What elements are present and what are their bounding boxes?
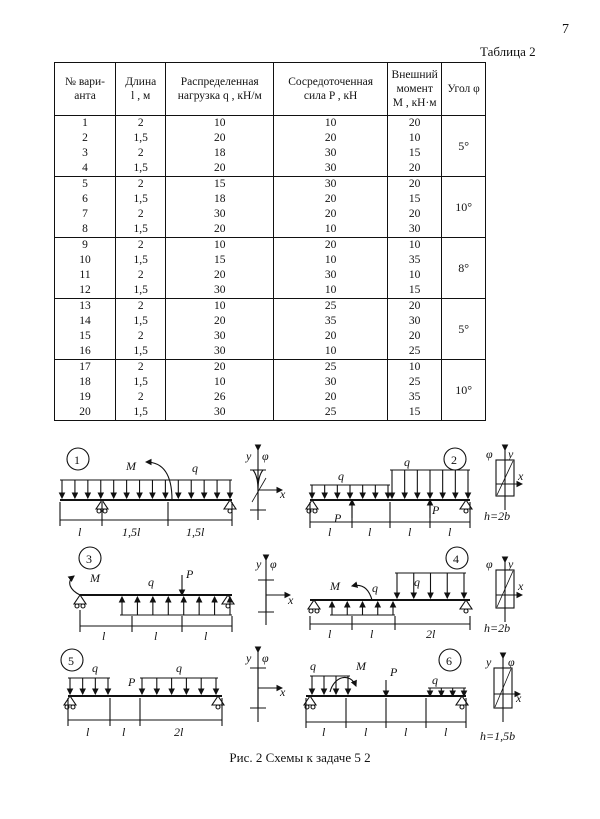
table-cell: 25 — [388, 375, 442, 390]
table-cell: 20 — [55, 405, 116, 421]
table-cell: 20 — [388, 329, 442, 344]
label-h2b: h=2b — [484, 509, 511, 523]
label-x: x — [516, 691, 522, 705]
table-cell: 10 — [166, 375, 274, 390]
table-cell: 1,5 — [116, 131, 166, 146]
table-cell: 30 — [274, 146, 388, 161]
dim-l: l — [444, 725, 448, 739]
header-distributed-load: Распределенная нагрузка q , кН/м — [166, 63, 274, 116]
table-cell: 2 — [116, 268, 166, 283]
table-cell: 12 — [55, 283, 116, 299]
scheme-number: 2 — [451, 453, 457, 467]
dim-l: l — [154, 629, 158, 643]
label-h15b: h=1,5b — [480, 729, 516, 743]
table-cell: 1,5 — [116, 375, 166, 390]
table-cell: 6 — [55, 192, 116, 207]
header-moment: Внешний момент M , кН·м — [388, 63, 442, 116]
table-row — [55, 253, 486, 268]
header-length: Длина l , м — [116, 63, 166, 116]
dim-1-5l: 1,5l — [186, 525, 205, 539]
table-row — [55, 283, 486, 299]
dim-l: l — [122, 725, 126, 739]
table-cell: 10 — [388, 238, 442, 254]
label-y: y — [246, 449, 252, 463]
label-phi: φ — [262, 449, 269, 463]
table-row — [55, 314, 486, 329]
table-cell: 1 — [55, 116, 116, 132]
table-cell: 30 — [274, 177, 388, 193]
label-M: M — [330, 579, 340, 593]
table-cell: 10 — [274, 116, 388, 132]
table-cell: 10 — [274, 283, 388, 299]
schemes-figure — [0, 440, 600, 760]
table-cell: 10 — [274, 222, 388, 238]
table-cell: 1,5 — [116, 222, 166, 238]
label-x: x — [518, 579, 524, 593]
table-cell: 20 — [274, 192, 388, 207]
table-row — [55, 161, 486, 177]
label-q: q — [92, 661, 98, 675]
label-q: q — [372, 581, 378, 595]
table-cell: 20 — [274, 390, 388, 405]
table-cell: 2 — [116, 329, 166, 344]
table-cell: 20 — [274, 207, 388, 222]
scheme-number: 6 — [446, 654, 452, 668]
header-angle: Угол φ — [442, 63, 486, 116]
label-h2b: h=2b — [484, 621, 511, 635]
table-cell: 11 — [55, 268, 116, 283]
table-cell: 4 — [55, 161, 116, 177]
scheme-number: 4 — [453, 552, 459, 566]
dim-l: l — [322, 725, 326, 739]
label-P: P — [334, 511, 342, 525]
table-cell: 20 — [388, 116, 442, 132]
page-number: 7 — [562, 22, 569, 37]
table-cell: 8 — [55, 222, 116, 238]
table-row — [55, 329, 486, 344]
dim-l: l — [328, 627, 332, 641]
label-phi: φ — [262, 651, 269, 665]
table-cell: 15 — [388, 405, 442, 421]
table-cell: 10 — [388, 268, 442, 283]
angle-cell: 10° — [442, 177, 486, 238]
label-q: q — [192, 461, 198, 475]
table-cell: 20 — [274, 329, 388, 344]
label-x: x — [280, 685, 286, 699]
table-row — [55, 405, 486, 421]
table-title: Таблица 2 — [480, 44, 536, 59]
dim-l: l — [364, 725, 368, 739]
table-cell: 5 — [55, 177, 116, 193]
label-q: q — [148, 575, 154, 589]
table-cell: 35 — [388, 390, 442, 405]
table-row — [55, 146, 486, 161]
table-cell: 2 — [55, 131, 116, 146]
table-cell: 30 — [166, 207, 274, 222]
label-phi: φ — [508, 655, 515, 669]
label-y: y — [246, 651, 252, 665]
table-cell: 26 — [166, 390, 274, 405]
scheme-number: 1 — [74, 453, 80, 467]
label-q: q — [404, 455, 410, 469]
table-cell: 15 — [166, 253, 274, 268]
table-cell: 30 — [274, 161, 388, 177]
table-cell: 13 — [55, 299, 116, 315]
label-y: y — [508, 447, 514, 461]
label-x: x — [280, 487, 286, 501]
table-cell: 20 — [166, 161, 274, 177]
table-cell: 20 — [274, 238, 388, 254]
dim-1-5l: 1,5l — [122, 525, 141, 539]
label-q: q — [176, 661, 182, 675]
table-cell: 2 — [116, 299, 166, 315]
scheme-number: 5 — [68, 654, 74, 668]
table-cell: 17 — [55, 360, 116, 376]
dim-l: l — [368, 525, 372, 539]
dim-l: l — [102, 629, 106, 643]
table-row — [55, 360, 486, 376]
table-cell: 20 — [166, 222, 274, 238]
dim-l: l — [328, 525, 332, 539]
table-cell: 2 — [116, 146, 166, 161]
table-cell: 25 — [388, 344, 442, 360]
scheme-number: 3 — [86, 552, 92, 566]
variants-table — [54, 62, 486, 421]
table-cell: 15 — [388, 283, 442, 299]
label-P: P — [432, 503, 440, 517]
table-row — [55, 177, 486, 193]
table-cell: 30 — [166, 329, 274, 344]
table-cell: 2 — [116, 238, 166, 254]
table-cell: 19 — [55, 390, 116, 405]
dim-l: l — [408, 525, 412, 539]
header-point-force: Сосредоточенная сила P , кН — [274, 63, 388, 116]
angle-cell: 5° — [442, 299, 486, 360]
table-cell: 25 — [274, 405, 388, 421]
dim-l: l — [86, 725, 90, 739]
table-cell: 3 — [55, 146, 116, 161]
label-P: P — [186, 567, 194, 581]
table-cell: 20 — [388, 161, 442, 177]
dim-l: l — [448, 525, 452, 539]
table-cell: 30 — [274, 375, 388, 390]
dim-2l: 2l — [426, 627, 436, 641]
table-cell: 1,5 — [116, 253, 166, 268]
table-row — [55, 207, 486, 222]
table-cell: 25 — [274, 360, 388, 376]
table-cell: 30 — [274, 268, 388, 283]
dim-l: l — [370, 627, 374, 641]
table-cell: 18 — [166, 192, 274, 207]
table-cell: 2 — [116, 390, 166, 405]
label-x: x — [288, 593, 294, 607]
dim-2l: 2l — [174, 725, 184, 739]
table-cell: 30 — [166, 283, 274, 299]
label-y: y — [486, 655, 492, 669]
table-cell: 20 — [166, 131, 274, 146]
angle-cell: 8° — [442, 238, 486, 299]
table-row — [55, 344, 486, 360]
dim-l: l — [204, 629, 208, 643]
table-cell: 10 — [274, 253, 388, 268]
table-cell: 30 — [166, 405, 274, 421]
table-cell: 16 — [55, 344, 116, 360]
label-P: P — [390, 665, 398, 679]
table-cell: 30 — [388, 314, 442, 329]
table-cell: 10 — [388, 131, 442, 146]
table-row — [55, 116, 486, 132]
table-cell: 20 — [274, 131, 388, 146]
table-cell: 2 — [116, 116, 166, 132]
label-M: M — [90, 571, 100, 585]
table-cell: 10 — [166, 299, 274, 315]
table-cell: 15 — [166, 177, 274, 193]
label-q: q — [338, 469, 344, 483]
table-row — [55, 222, 486, 238]
table-cell: 1,5 — [116, 314, 166, 329]
table-row — [55, 390, 486, 405]
table-cell: 2 — [116, 177, 166, 193]
table-cell: 2 — [116, 360, 166, 376]
table-cell: 35 — [388, 253, 442, 268]
table-cell: 20 — [166, 360, 274, 376]
dim-l: l — [404, 725, 408, 739]
table-cell: 10 — [55, 253, 116, 268]
table-cell: 35 — [274, 314, 388, 329]
table-cell: 18 — [55, 375, 116, 390]
table-cell: 30 — [166, 344, 274, 360]
label-y: y — [256, 557, 262, 571]
table-cell: 18 — [166, 146, 274, 161]
header-variant: № вари- анта — [55, 63, 116, 116]
figure-caption: Рис. 2 Схемы к задаче 5 2 — [229, 750, 371, 765]
table-row — [55, 375, 486, 390]
table-cell: 1,5 — [116, 161, 166, 177]
table-cell: 1,5 — [116, 283, 166, 299]
label-phi: φ — [486, 447, 493, 461]
label-x: x — [518, 469, 524, 483]
label-q: q — [414, 575, 420, 589]
table-cell: 2 — [116, 207, 166, 222]
table-cell: 10 — [166, 238, 274, 254]
table-header-row — [55, 63, 486, 116]
table-cell: 10 — [274, 344, 388, 360]
label-q: q — [310, 659, 316, 673]
table-cell: 15 — [388, 192, 442, 207]
table-cell: 14 — [55, 314, 116, 329]
table-cell: 1,5 — [116, 405, 166, 421]
table-cell: 30 — [388, 222, 442, 238]
table-cell: 20 — [166, 268, 274, 283]
table-cell: 20 — [388, 299, 442, 315]
table-row — [55, 268, 486, 283]
table-cell: 25 — [274, 299, 388, 315]
label-phi: φ — [270, 557, 277, 571]
table-row — [55, 238, 486, 254]
angle-cell: 10° — [442, 360, 486, 421]
label-y: y — [508, 557, 514, 571]
table-row — [55, 192, 486, 207]
label-M: M — [356, 659, 366, 673]
table-cell: 20 — [388, 177, 442, 193]
table-row — [55, 131, 486, 146]
label-P: P — [128, 675, 136, 689]
table-cell: 1,5 — [116, 344, 166, 360]
label-phi: φ — [486, 557, 493, 571]
label-q-tau: q — [432, 673, 438, 687]
dim-l: l — [78, 525, 82, 539]
angle-cell: 5° — [442, 116, 486, 177]
table-cell: 20 — [388, 207, 442, 222]
table-cell: 15 — [55, 329, 116, 344]
table-row — [55, 299, 486, 315]
table-cell: 20 — [166, 314, 274, 329]
table-cell: 9 — [55, 238, 116, 254]
table-cell: 10 — [388, 360, 442, 376]
label-M: M — [126, 459, 136, 473]
table-cell: 7 — [55, 207, 116, 222]
table-cell: 15 — [388, 146, 442, 161]
table-cell: 10 — [166, 116, 274, 132]
table-cell: 1,5 — [116, 192, 166, 207]
